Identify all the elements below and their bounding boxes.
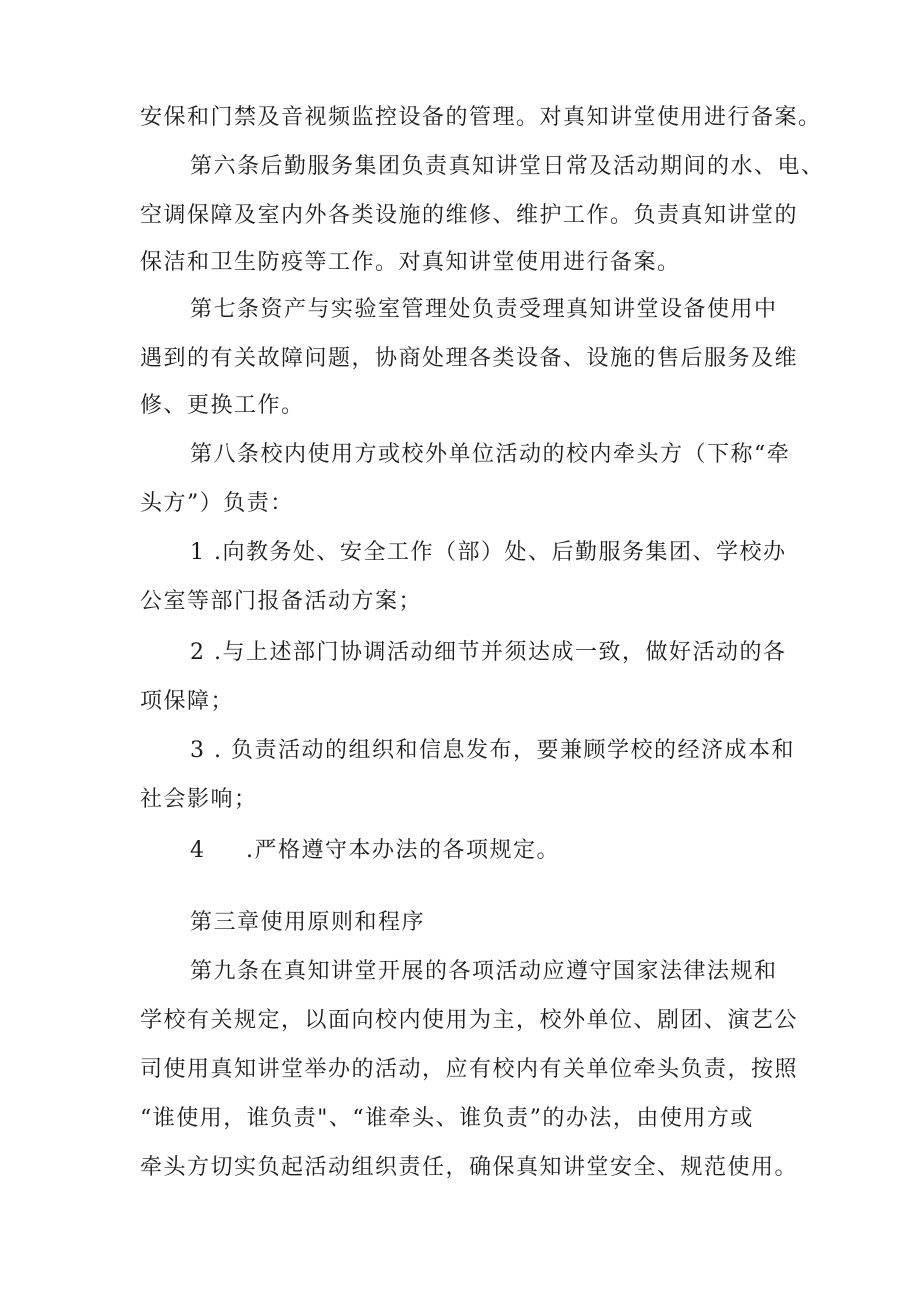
text-line: 牵头方切实负起活动组织责任，确保真知讲堂安全、规范使用。 [140,1155,799,1180]
list-text: .严格遵守本办法的各项规定。 [246,838,560,863]
chapter-3-heading: 第三章使用原则和程序 [190,910,426,935]
text-line: 司使用真知讲堂举办的活动，应有校内有关单位牵头负责，按照 [140,1057,799,1082]
article-9-heading: 第九条在真知讲堂开展的各项活动应遵守国家法律法规和 [190,959,778,984]
article-6-heading: 第六条后勤服务集团负责真知讲堂日常及活动期间的水、电、 [190,154,825,179]
article-8-heading: 第八条校内使用方或校外单位活动的校内牵头方（下称“牵 [190,442,791,467]
list-item-1: 1 .向教务处、安全工作（部）处、后勤服务集团、学校办 [190,540,787,565]
list-item-4 [190,836,560,866]
text-line: 修、更换工作。 [140,393,305,418]
list-item-2: 2 .与上述部门协调活动细节并须达成一致，做好活动的各 [190,640,787,665]
text-line: 学校有关规定，以面向校内使用为主，校外单位、剧团、演艺公 [140,1008,799,1033]
text-line: 遇到的有关故障问题，协商处理各类设备、设施的售后服务及维 [140,346,799,371]
list-item-3: 3 . 负责活动的组织和信息发布，要兼顾学校的经济成本和 [190,738,795,763]
text-line: 安保和门禁及音视频监控设备的管理。对真知讲堂使用进行备案。 [140,105,822,130]
text-line: 公室等部门报备活动方案； [140,589,423,614]
article-7-heading: 第七条资产与实验室管理处负责受理真知讲堂设备使用中 [190,297,778,322]
text-line: 保洁和卫生防疫等工作。对真知讲堂使用进行备案。 [140,250,681,275]
text-line: 空调保障及室内外各类设施的维修、维护工作。负责真知讲堂的 [140,203,799,228]
list-number: 4 [190,838,206,863]
text-line: 项保障； [140,689,235,714]
text-line: 头方”）负责： [140,491,294,516]
text-line: 社会影响； [140,787,258,812]
text-line: “谁使用，谁负责"、“谁牵头、谁负责”的办法，由使用方或 [140,1106,754,1131]
